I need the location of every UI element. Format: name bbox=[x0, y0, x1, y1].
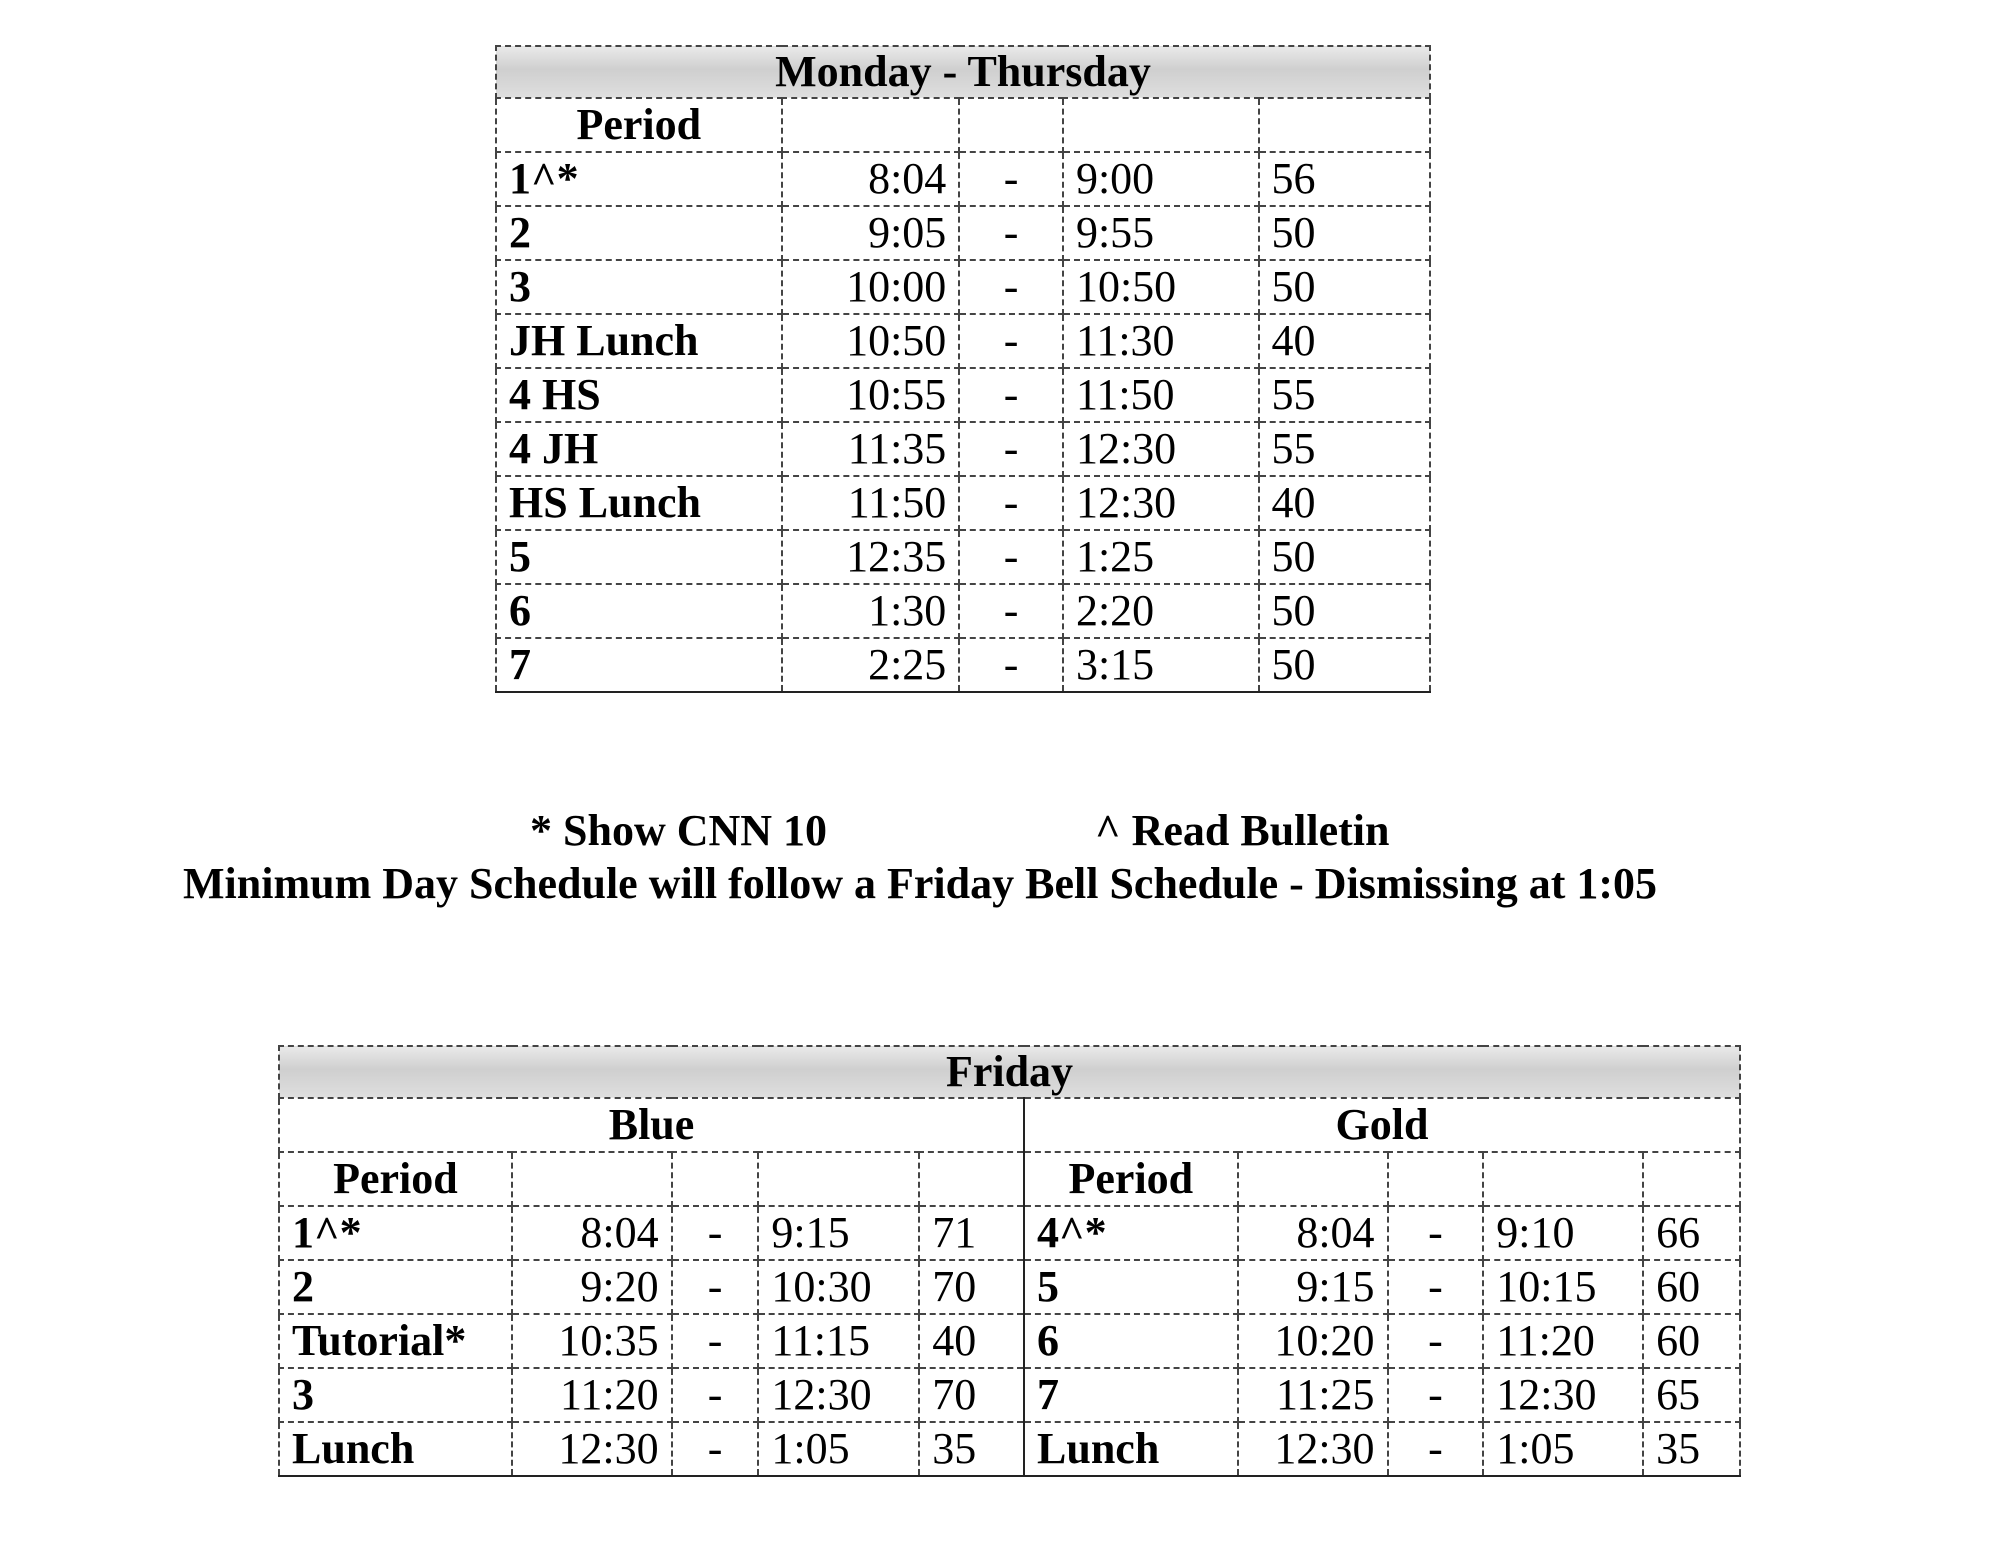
gold-period-header: Period bbox=[1024, 1152, 1238, 1206]
blue-minutes-cell: 70 bbox=[919, 1260, 1024, 1314]
table-row bbox=[496, 476, 1430, 530]
end-time-cell: 3:15 bbox=[1063, 638, 1259, 692]
period-cell: 2 bbox=[496, 206, 782, 260]
group-header-row bbox=[279, 1098, 1740, 1152]
blue-group-header: Blue bbox=[279, 1098, 1024, 1152]
gold-start-time-cell: 11:25 bbox=[1238, 1368, 1388, 1422]
gold-separator-cell: - bbox=[1388, 1206, 1484, 1260]
blue-minutes-cell: 71 bbox=[919, 1206, 1024, 1260]
gold-minutes-cell: 65 bbox=[1643, 1368, 1740, 1422]
start-header bbox=[782, 98, 960, 152]
gold-end-time-cell: 12:30 bbox=[1483, 1368, 1643, 1422]
gold-period-cell: Lunch bbox=[1024, 1422, 1238, 1476]
gold-period-cell: 4^* bbox=[1024, 1206, 1238, 1260]
end-time-cell: 9:55 bbox=[1063, 206, 1259, 260]
blue-end-time-cell: 12:30 bbox=[758, 1368, 919, 1422]
blue-period-cell: 2 bbox=[279, 1260, 512, 1314]
separator-cell: - bbox=[959, 422, 1063, 476]
blue-minutes-cell: 70 bbox=[919, 1368, 1024, 1422]
minutes-cell: 50 bbox=[1259, 260, 1430, 314]
minutes-cell: 56 bbox=[1259, 152, 1430, 206]
separator-cell: - bbox=[959, 260, 1063, 314]
gold-period-cell: 5 bbox=[1024, 1260, 1238, 1314]
start-time-cell: 12:35 bbox=[782, 530, 960, 584]
table-row bbox=[496, 530, 1430, 584]
gold-separator-cell: - bbox=[1388, 1422, 1484, 1476]
minutes-cell: 50 bbox=[1259, 638, 1430, 692]
gold-end-time-cell: 9:10 bbox=[1483, 1206, 1643, 1260]
period-cell: 5 bbox=[496, 530, 782, 584]
end-time-cell: 1:25 bbox=[1063, 530, 1259, 584]
blue-start-time-cell: 8:04 bbox=[512, 1206, 672, 1260]
blue-separator-cell: - bbox=[672, 1314, 759, 1368]
period-cell: JH Lunch bbox=[496, 314, 782, 368]
minutes-cell: 40 bbox=[1259, 476, 1430, 530]
separator-cell: - bbox=[959, 638, 1063, 692]
start-time-cell: 8:04 bbox=[782, 152, 960, 206]
gold-minutes-cell: 60 bbox=[1643, 1314, 1740, 1368]
gold-separator-cell: - bbox=[1388, 1260, 1484, 1314]
blue-separator-cell: - bbox=[672, 1422, 759, 1476]
period-cell: HS Lunch bbox=[496, 476, 782, 530]
blue-period-header: Period bbox=[279, 1152, 512, 1206]
minutes-cell: 50 bbox=[1259, 584, 1430, 638]
end-time-cell: 11:30 bbox=[1063, 314, 1259, 368]
period-cell: 7 bbox=[496, 638, 782, 692]
table-header-row bbox=[279, 1152, 1740, 1206]
table-row bbox=[279, 1422, 1740, 1476]
separator-cell: - bbox=[959, 368, 1063, 422]
minutes-cell: 50 bbox=[1259, 530, 1430, 584]
table-title-row bbox=[279, 1046, 1740, 1098]
table-row bbox=[279, 1368, 1740, 1422]
separator-cell: - bbox=[959, 530, 1063, 584]
gold-separator-cell: - bbox=[1388, 1314, 1484, 1368]
table-row bbox=[496, 152, 1430, 206]
blue-start-header bbox=[512, 1152, 672, 1206]
friday-title: Friday bbox=[279, 1046, 1740, 1098]
gold-minutes-cell: 66 bbox=[1643, 1206, 1740, 1260]
gold-start-time-cell: 8:04 bbox=[1238, 1206, 1388, 1260]
gold-minutes-cell: 60 bbox=[1643, 1260, 1740, 1314]
gold-end-time-cell: 11:20 bbox=[1483, 1314, 1643, 1368]
blue-period-cell: 1^* bbox=[279, 1206, 512, 1260]
separator-cell: - bbox=[959, 476, 1063, 530]
table-header-row bbox=[496, 98, 1430, 152]
start-time-cell: 2:25 bbox=[782, 638, 960, 692]
table-row bbox=[496, 368, 1430, 422]
blue-minutes-header bbox=[919, 1152, 1024, 1206]
separator-header bbox=[959, 98, 1063, 152]
blue-separator-cell: - bbox=[672, 1260, 759, 1314]
end-header bbox=[1063, 98, 1259, 152]
start-time-cell: 11:50 bbox=[782, 476, 960, 530]
blue-minutes-cell: 35 bbox=[919, 1422, 1024, 1476]
end-time-cell: 10:50 bbox=[1063, 260, 1259, 314]
period-cell: 4 JH bbox=[496, 422, 782, 476]
separator-cell: - bbox=[959, 152, 1063, 206]
gold-separator-cell: - bbox=[1388, 1368, 1484, 1422]
minutes-header bbox=[1259, 98, 1430, 152]
gold-start-time-cell: 9:15 bbox=[1238, 1260, 1388, 1314]
table-row bbox=[279, 1206, 1740, 1260]
separator-cell: - bbox=[959, 314, 1063, 368]
blue-minutes-cell: 40 bbox=[919, 1314, 1024, 1368]
period-cell: 1^* bbox=[496, 152, 782, 206]
table-row bbox=[496, 206, 1430, 260]
table-row bbox=[496, 638, 1430, 692]
blue-end-time-cell: 1:05 bbox=[758, 1422, 919, 1476]
gold-start-header bbox=[1238, 1152, 1388, 1206]
blue-start-time-cell: 9:20 bbox=[512, 1260, 672, 1314]
minutes-cell: 40 bbox=[1259, 314, 1430, 368]
blue-end-header bbox=[758, 1152, 919, 1206]
period-cell: 3 bbox=[496, 260, 782, 314]
gold-minutes-header bbox=[1643, 1152, 1740, 1206]
blue-end-time-cell: 10:30 bbox=[758, 1260, 919, 1314]
blue-separator-header bbox=[672, 1152, 759, 1206]
cnn-note: * Show CNN 10 bbox=[530, 806, 828, 855]
gold-group-header: Gold bbox=[1024, 1098, 1740, 1152]
gold-separator-header bbox=[1388, 1152, 1484, 1206]
start-time-cell: 10:55 bbox=[782, 368, 960, 422]
gold-end-header bbox=[1483, 1152, 1643, 1206]
blue-separator-cell: - bbox=[672, 1206, 759, 1260]
blue-period-cell: 3 bbox=[279, 1368, 512, 1422]
monday-thursday-table bbox=[495, 45, 1431, 693]
minutes-cell: 55 bbox=[1259, 422, 1430, 476]
start-time-cell: 9:05 bbox=[782, 206, 960, 260]
gold-period-cell: 7 bbox=[1024, 1368, 1238, 1422]
blue-period-cell: Lunch bbox=[279, 1422, 512, 1476]
minutes-cell: 50 bbox=[1259, 206, 1430, 260]
minutes-cell: 55 bbox=[1259, 368, 1430, 422]
table-row bbox=[496, 260, 1430, 314]
table-row bbox=[279, 1314, 1740, 1368]
start-time-cell: 10:00 bbox=[782, 260, 960, 314]
blue-period-cell: Tutorial* bbox=[279, 1314, 512, 1368]
end-time-cell: 12:30 bbox=[1063, 476, 1259, 530]
table-row bbox=[496, 422, 1430, 476]
start-time-cell: 11:35 bbox=[782, 422, 960, 476]
table-row bbox=[496, 584, 1430, 638]
period-header: Period bbox=[496, 98, 782, 152]
end-time-cell: 2:20 bbox=[1063, 584, 1259, 638]
table-title-row bbox=[496, 46, 1430, 98]
gold-period-cell: 6 bbox=[1024, 1314, 1238, 1368]
gold-end-time-cell: 1:05 bbox=[1483, 1422, 1643, 1476]
blue-start-time-cell: 12:30 bbox=[512, 1422, 672, 1476]
blue-start-time-cell: 10:35 bbox=[512, 1314, 672, 1368]
end-time-cell: 12:30 bbox=[1063, 422, 1259, 476]
blue-end-time-cell: 11:15 bbox=[758, 1314, 919, 1368]
table-row bbox=[496, 314, 1430, 368]
separator-cell: - bbox=[959, 584, 1063, 638]
blue-separator-cell: - bbox=[672, 1368, 759, 1422]
period-cell: 4 HS bbox=[496, 368, 782, 422]
gold-start-time-cell: 10:20 bbox=[1238, 1314, 1388, 1368]
bulletin-note: ^ Read Bulletin bbox=[1095, 806, 1390, 855]
gold-start-time-cell: 12:30 bbox=[1238, 1422, 1388, 1476]
period-cell: 6 bbox=[496, 584, 782, 638]
separator-cell: - bbox=[959, 206, 1063, 260]
gold-minutes-cell: 35 bbox=[1643, 1422, 1740, 1476]
blue-start-time-cell: 11:20 bbox=[512, 1368, 672, 1422]
friday-table bbox=[278, 1045, 1741, 1477]
table-row bbox=[279, 1260, 1740, 1314]
start-time-cell: 1:30 bbox=[782, 584, 960, 638]
end-time-cell: 9:00 bbox=[1063, 152, 1259, 206]
blue-end-time-cell: 9:15 bbox=[758, 1206, 919, 1260]
monday-thursday-title: Monday - Thursday bbox=[496, 46, 1430, 98]
gold-end-time-cell: 10:15 bbox=[1483, 1260, 1643, 1314]
minimum-day-note: Minimum Day Schedule will follow a Friday Bell Schedule - Dismissing at 1:05 bbox=[183, 859, 1658, 908]
end-time-cell: 11:50 bbox=[1063, 368, 1259, 422]
start-time-cell: 10:50 bbox=[782, 314, 960, 368]
